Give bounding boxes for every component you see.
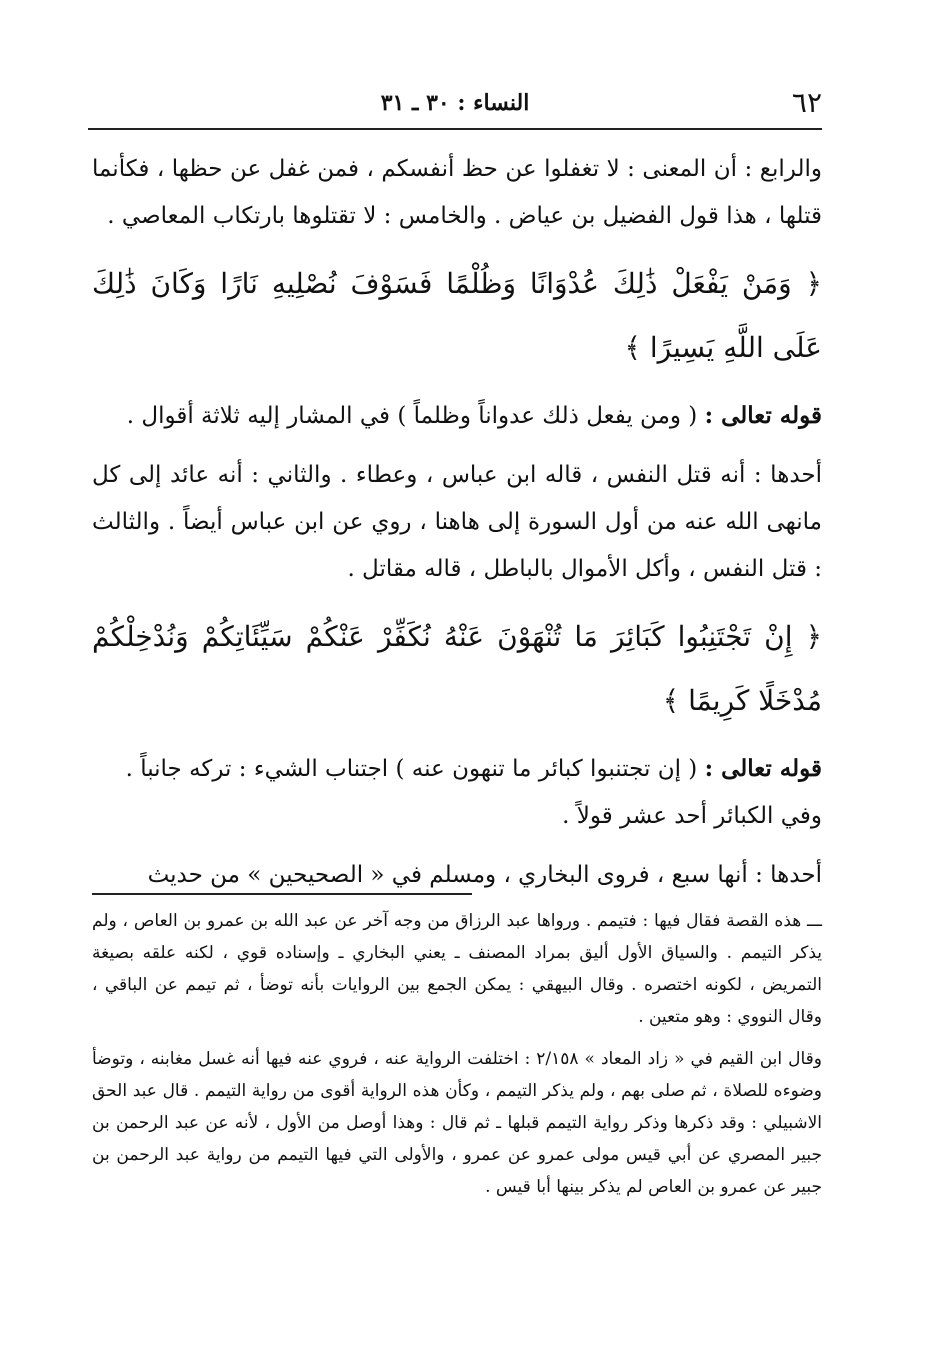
quran-verse-31: ﴿ إِنْ تَجْتَنِبُوا كَبَائِرَ مَا تُنْهَوْنَ عَنْهُ نُكَفِّرْ عَنْكُمْ سَيِّئَاتِكُمْ وَنُدْخِلْكُمْ مُدْخَلًا كَرِيمًا ﴾ [92,620,822,717]
running-title: النساء : ٣٠ ـ ٣١ [380,90,530,116]
paragraph-fifth-opinion: والرابع : أن المعنى : لا تغفلوا عن حظ أنفسكم ، فمن غفل عن حظها ، فكأنما قتلها ، هذا قول الفضيل بن عياض . والخامس : لا تقتلوها بارتكاب المعاصي . [92,156,822,229]
footnote-divider [92,893,472,895]
paragraph-verse-31-commentary [92,745,822,793]
footnotes [92,905,822,1203]
footnote-paragraph: ـــ هذه القصة فقال فيها : فتيمم . ورواها عبد الرزاق من وجه آخر عن عبد الله بن عمرو بن العاص ، ولم يذكر التيمم . والسياق الأول أليق بمراد المصنف ـ يعني البخاري ـ وإسناده قوي ، لكنه علقه بصيغة التمريض ، لكونه اختصره . وقال البيهقي : يمكن الجمع بين الروايات بأنه توضأ ، ثم تيمم عن الباقي ، وقال النووي : وهو متعين . [92,911,822,1027]
header-divider [88,128,822,130]
paragraph-text: ( إن تجتنبوا كبائر ما تنهون عنه ) اجتناب الشيء : تركه جانباً . [125,756,698,782]
paragraph-lead: قوله تعالى : [704,402,822,429]
paragraph-verse-30-commentary [92,392,822,440]
paragraph-text: ( ومن يفعل ذلك عدواناً وظلماً ) في المشار إليه ثلاثة أقوال . [126,403,698,429]
quran-verse-30: ﴿ وَمَنْ يَفْعَلْ ذَٰلِكَ عُدْوَانًا وَظُلْمًا فَسَوْفَ نُصْلِيهِ نَارًا وَكَانَ ذَٰلِكَ عَلَى اللَّهِ يَسِيرًا ﴾ [92,267,822,364]
paragraph-first-opinion: أحدها : أنها سبع ، فروى البخاري ، ومسلم في « الصحيحين » من حديث [147,862,822,888]
page-header [88,86,822,126]
paragraph-major-sins: وفي الكبائر أحد عشر قولاً . [562,803,822,829]
main-text [92,146,822,899]
footnote-paragraph: وقال ابن القيم في « زاد المعاد » ٢/١٥٨ : اختلفت الرواية عنه ، فروي عنه فيها أنه غسل مغابنه ، وتوضأ وضوءه للصلاة ، ثم صلى بهم ، ولم يذكر التيمم ، وكأن هذه الرواية أقوى من رواية التيمم . قال عبد الحق الاشبيلي : وقد ذكرها وذكر رواية التيمم قبلها ـ ثم قال : وهذا أوصل من الأول ، لأنه عن عبد الرحمن بن جبير المصري عن أبي قيس مولى عمرو عن عمرو ، والأولى التي فيها التيمم من رواية عبد الرحمن بن جبير عن عمرو بن العاص لم يذكر بينها أبا قيس . [92,1049,822,1197]
page-number: ٦٢ [791,86,822,119]
paragraph-three-opinions: أحدها : أنه قتل النفس ، قاله ابن عباس ، وعطاء . والثاني : أنه عائد إلى كل مانهى الله عنه من أول السورة إلى هاهنا ، روي عن ابن عباس أيضاً . والثالث : قتل النفس ، وأكل الأموال بالباطل ، قاله مقاتل . [92,462,822,582]
paragraph-lead: قوله تعالى : [704,755,822,782]
